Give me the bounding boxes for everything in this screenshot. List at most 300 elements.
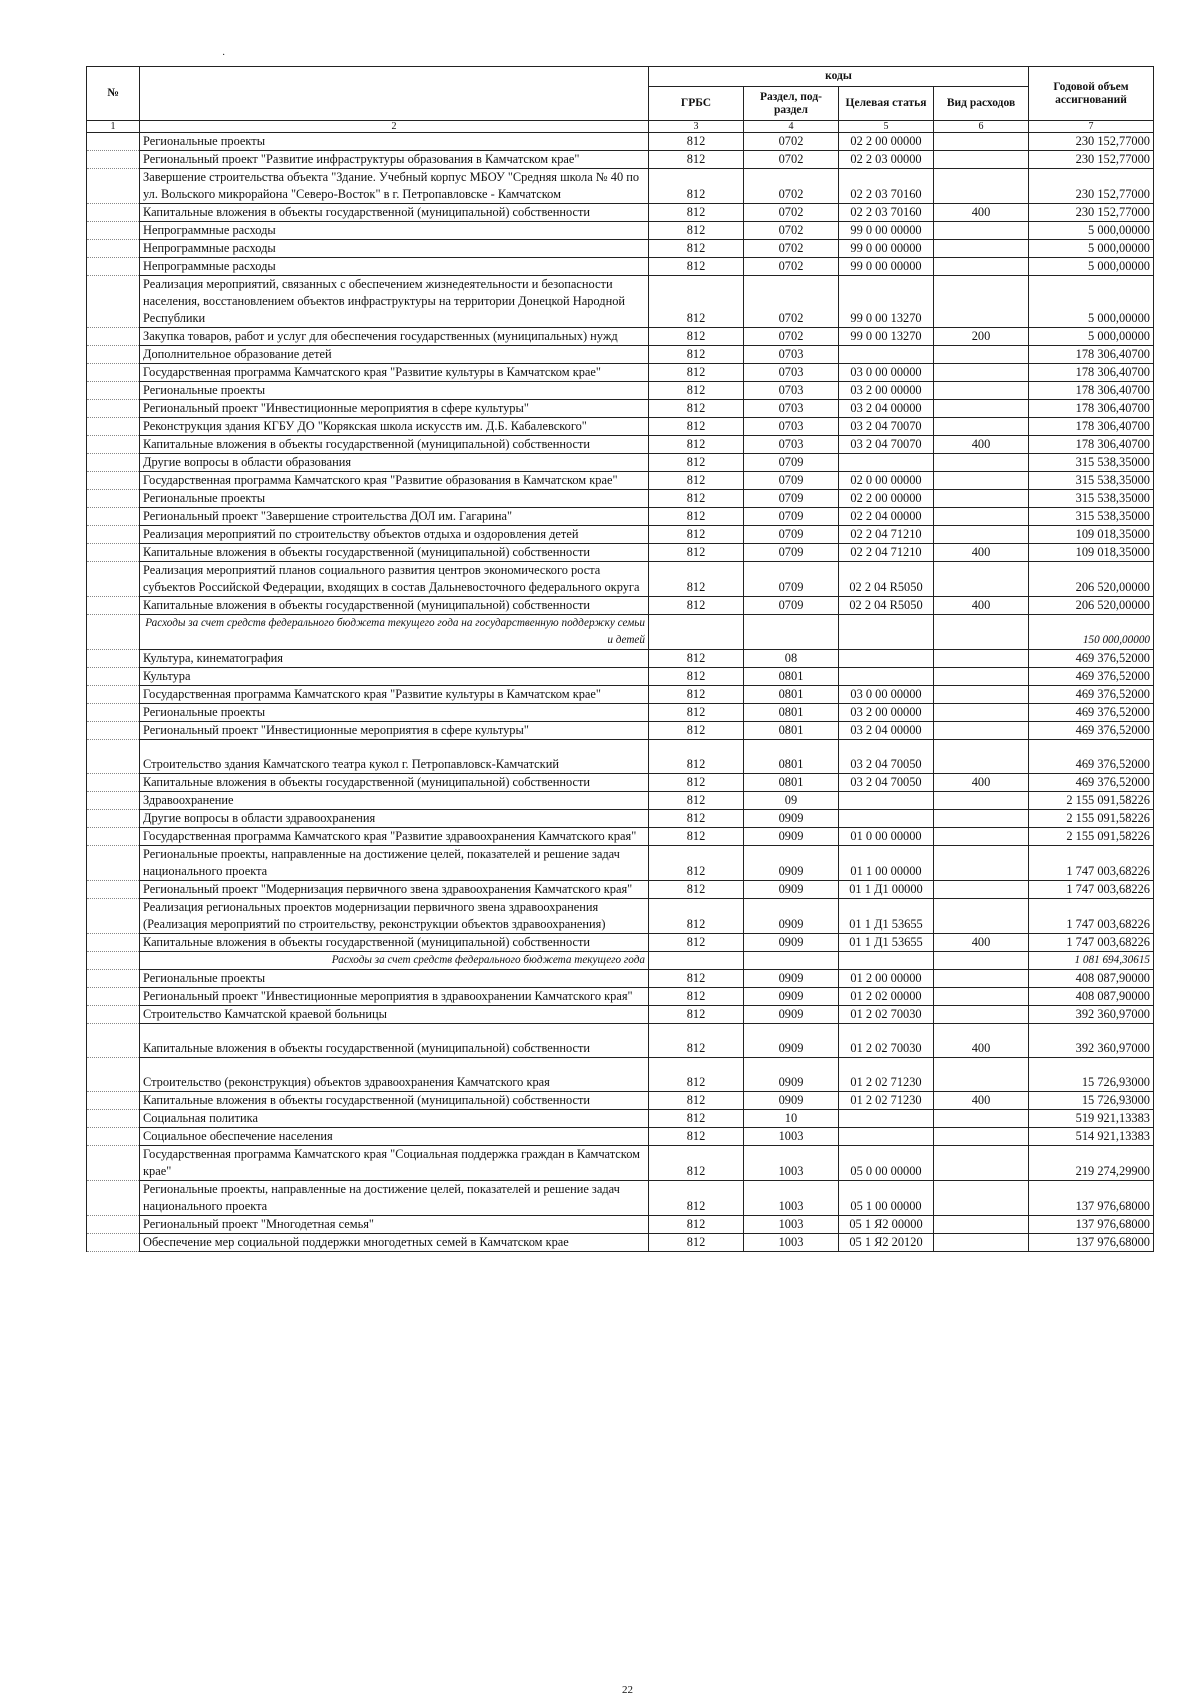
row-amount: 137 976,68000 <box>1029 1234 1154 1252</box>
row-grbs: 812 <box>649 899 744 934</box>
row-name: Капитальные вложения в объекты государственной (муниципальной) собственности <box>140 597 649 615</box>
table-row <box>87 899 1154 934</box>
row-amount: 469 376,52000 <box>1029 740 1154 774</box>
row-name: Непрограммные расходы <box>140 258 649 276</box>
row-target-article: 99 0 00 00000 <box>839 258 934 276</box>
row-section: 0801 <box>744 704 839 722</box>
table-row <box>87 792 1154 810</box>
row-expense-kind <box>934 740 1029 774</box>
table-row <box>87 382 1154 400</box>
row-name: Другие вопросы в области здравоохранения <box>140 810 649 828</box>
row-amount: 230 152,77000 <box>1029 151 1154 169</box>
row-name: Государственная программа Камчатского края "Социальная поддержка граждан в Камчатском крае" <box>140 1146 649 1181</box>
row-grbs: 812 <box>649 436 744 454</box>
row-grbs: 812 <box>649 346 744 364</box>
row-section: 0709 <box>744 562 839 597</box>
row-name: Реконструкция здания КГБУ ДО "Корякская школа искусств им. Д.Б. Кабалевского" <box>140 418 649 436</box>
row-section: 1003 <box>744 1128 839 1146</box>
table-row <box>87 934 1154 952</box>
row-expense-kind <box>934 1146 1029 1181</box>
row-target-article: 02 2 03 70160 <box>839 169 934 204</box>
row-expense-kind: 200 <box>934 328 1029 346</box>
row-number-cell <box>87 952 140 970</box>
row-name: Капитальные вложения в объекты государственной (муниципальной) собственности <box>140 436 649 454</box>
row-expense-kind <box>934 258 1029 276</box>
row-section: 0709 <box>744 526 839 544</box>
table-row <box>87 1146 1154 1181</box>
table-row <box>87 508 1154 526</box>
table-row <box>87 615 1154 650</box>
row-grbs: 812 <box>649 934 744 952</box>
col-num-4: 4 <box>744 121 839 133</box>
row-amount: 315 538,35000 <box>1029 490 1154 508</box>
row-expense-kind <box>934 952 1029 970</box>
row-name: Капитальные вложения в объекты государственной (муниципальной) собственности <box>140 774 649 792</box>
row-number-cell <box>87 1181 140 1216</box>
row-expense-kind <box>934 686 1029 704</box>
row-section: 0909 <box>744 846 839 881</box>
row-expense-kind <box>934 222 1029 240</box>
row-section: 0909 <box>744 828 839 846</box>
row-expense-kind <box>934 1128 1029 1146</box>
row-amount: 1 747 003,68226 <box>1029 899 1154 934</box>
row-section: 0703 <box>744 346 839 364</box>
row-section: 0909 <box>744 1058 839 1092</box>
table-row <box>87 1006 1154 1024</box>
table-row <box>87 364 1154 382</box>
row-target-article: 03 2 04 70070 <box>839 436 934 454</box>
row-number-cell <box>87 328 140 346</box>
table-row <box>87 740 1154 774</box>
row-section: 0909 <box>744 810 839 828</box>
row-name: Региональные проекты <box>140 382 649 400</box>
row-expense-kind <box>934 454 1029 472</box>
col-num-7: 7 <box>1029 121 1154 133</box>
row-amount: 150 000,00000 <box>1029 615 1154 650</box>
row-grbs: 812 <box>649 1146 744 1181</box>
row-section: 0703 <box>744 436 839 454</box>
row-amount: 315 538,35000 <box>1029 508 1154 526</box>
row-amount: 519 921,13383 <box>1029 1110 1154 1128</box>
row-expense-kind <box>934 508 1029 526</box>
row-expense-kind: 400 <box>934 1092 1029 1110</box>
row-target-article: 02 2 04 71210 <box>839 544 934 562</box>
row-section: 0909 <box>744 934 839 952</box>
row-amount: 2 155 091,58226 <box>1029 810 1154 828</box>
row-target-article <box>839 792 934 810</box>
header-section: Раздел, под-раздел <box>744 87 839 121</box>
table-row <box>87 328 1154 346</box>
row-number-cell <box>87 1216 140 1234</box>
row-expense-kind: 400 <box>934 934 1029 952</box>
row-name: Непрограммные расходы <box>140 240 649 258</box>
table-row <box>87 526 1154 544</box>
row-expense-kind <box>934 240 1029 258</box>
row-number-cell <box>87 1234 140 1252</box>
row-grbs: 812 <box>649 544 744 562</box>
row-name: Реализация мероприятий планов социального развития центров экономического роста субъектов Российской Федерации, входящих в состав Дальневосточного федерального округа <box>140 562 649 597</box>
row-amount: 469 376,52000 <box>1029 704 1154 722</box>
row-target-article <box>839 668 934 686</box>
row-amount: 178 306,40700 <box>1029 364 1154 382</box>
table-row <box>87 988 1154 1006</box>
row-section: 0703 <box>744 418 839 436</box>
row-number-cell <box>87 988 140 1006</box>
row-grbs: 812 <box>649 650 744 668</box>
row-target-article <box>839 1110 934 1128</box>
table-row <box>87 204 1154 222</box>
row-target-article: 02 2 04 71210 <box>839 526 934 544</box>
row-amount: 469 376,52000 <box>1029 722 1154 740</box>
row-section: 0709 <box>744 597 839 615</box>
row-name: Государственная программа Камчатского края "Развитие культуры в Камчатском крае" <box>140 364 649 382</box>
row-number-cell <box>87 526 140 544</box>
row-number-cell <box>87 508 140 526</box>
row-grbs: 812 <box>649 1058 744 1092</box>
table-row <box>87 686 1154 704</box>
row-name: Региональные проекты <box>140 490 649 508</box>
row-name: Государственная программа Камчатского края "Развитие здравоохранения Камчатского края" <box>140 828 649 846</box>
row-name: Государственная программа Камчатского края "Развитие образования в Камчатском крае" <box>140 472 649 490</box>
table-row <box>87 400 1154 418</box>
row-expense-kind <box>934 1181 1029 1216</box>
row-grbs: 812 <box>649 1234 744 1252</box>
row-target-article <box>839 810 934 828</box>
row-expense-kind <box>934 1058 1029 1092</box>
row-name: Региональный проект "Инвестиционные мероприятия в сфере культуры" <box>140 400 649 418</box>
row-target-article: 01 2 02 70030 <box>839 1006 934 1024</box>
row-number-cell <box>87 418 140 436</box>
row-grbs: 812 <box>649 988 744 1006</box>
row-grbs: 812 <box>649 1110 744 1128</box>
row-section: 0702 <box>744 222 839 240</box>
row-name: Региональный проект "Модернизация первичного звена здравоохранения Камчатского края" <box>140 881 649 899</box>
row-number-cell <box>87 704 140 722</box>
row-number-cell <box>87 1092 140 1110</box>
row-section: 0709 <box>744 508 839 526</box>
row-number-cell <box>87 169 140 204</box>
row-target-article: 01 2 02 71230 <box>839 1092 934 1110</box>
row-target-article: 05 1 00 00000 <box>839 1181 934 1216</box>
row-grbs: 812 <box>649 562 744 597</box>
table-row <box>87 151 1154 169</box>
row-section: 0709 <box>744 454 839 472</box>
row-expense-kind: 400 <box>934 597 1029 615</box>
row-target-article: 05 1 Я2 00000 <box>839 1216 934 1234</box>
row-section: 09 <box>744 792 839 810</box>
row-name: Обеспечение мер социальной поддержки многодетных семей в Камчатском крае <box>140 1234 649 1252</box>
row-section: 10 <box>744 1110 839 1128</box>
row-section: 0801 <box>744 774 839 792</box>
table-row <box>87 704 1154 722</box>
row-number-cell <box>87 364 140 382</box>
row-number-cell <box>87 1110 140 1128</box>
row-expense-kind <box>934 810 1029 828</box>
row-amount: 1 081 694,30615 <box>1029 952 1154 970</box>
table-row <box>87 169 1154 204</box>
row-amount: 219 274,29900 <box>1029 1146 1154 1181</box>
row-target-article: 01 0 00 00000 <box>839 828 934 846</box>
row-number-cell <box>87 899 140 934</box>
row-section <box>744 952 839 970</box>
row-grbs: 812 <box>649 1006 744 1024</box>
row-expense-kind <box>934 828 1029 846</box>
row-name: Региональный проект "Инвестиционные мероприятия в здравоохранении Камчатского края" <box>140 988 649 1006</box>
row-section: 1003 <box>744 1146 839 1181</box>
row-section: 0702 <box>744 133 839 151</box>
row-expense-kind <box>934 418 1029 436</box>
row-amount: 1 747 003,68226 <box>1029 846 1154 881</box>
row-amount: 5 000,00000 <box>1029 258 1154 276</box>
row-number-cell <box>87 151 140 169</box>
row-name: Региональный проект "Многодетная семья" <box>140 1216 649 1234</box>
row-grbs: 812 <box>649 222 744 240</box>
row-name: Капитальные вложения в объекты государственной (муниципальной) собственности <box>140 544 649 562</box>
row-name: Реализация региональных проектов модернизации первичного звена здравоохранения (Реализация мероприятий по строительству, реконструкции объектов здравоохранения) <box>140 899 649 934</box>
row-grbs: 812 <box>649 1024 744 1058</box>
row-expense-kind <box>934 668 1029 686</box>
row-expense-kind <box>934 490 1029 508</box>
row-number-cell <box>87 222 140 240</box>
row-section: 0702 <box>744 276 839 328</box>
table-row <box>87 650 1154 668</box>
row-amount: 206 520,00000 <box>1029 597 1154 615</box>
table-row <box>87 1128 1154 1146</box>
table-row <box>87 562 1154 597</box>
row-amount: 178 306,40700 <box>1029 382 1154 400</box>
row-target-article: 01 1 Д1 53655 <box>839 934 934 952</box>
row-amount: 109 018,35000 <box>1029 526 1154 544</box>
row-grbs: 812 <box>649 740 744 774</box>
row-number-cell <box>87 204 140 222</box>
row-number-cell <box>87 970 140 988</box>
table-row <box>87 544 1154 562</box>
row-expense-kind <box>934 1234 1029 1252</box>
row-amount: 178 306,40700 <box>1029 436 1154 454</box>
row-amount: 469 376,52000 <box>1029 774 1154 792</box>
row-amount: 315 538,35000 <box>1029 454 1154 472</box>
header-kind: Вид расходов <box>934 87 1029 121</box>
table-row <box>87 276 1154 328</box>
row-target-article: 03 2 04 00000 <box>839 400 934 418</box>
row-section: 0801 <box>744 740 839 774</box>
row-name: Капитальные вложения в объекты государственной (муниципальной) собственности <box>140 1092 649 1110</box>
row-section: 0703 <box>744 400 839 418</box>
row-number-cell <box>87 562 140 597</box>
row-number-cell <box>87 1146 140 1181</box>
row-target-article: 02 2 04 R5050 <box>839 562 934 597</box>
row-target-article <box>839 615 934 650</box>
row-amount: 469 376,52000 <box>1029 668 1154 686</box>
header-annual: Годовой объем ассигнований <box>1029 67 1154 121</box>
row-name: Капитальные вложения в объекты государственной (муниципальной) собственности <box>140 934 649 952</box>
row-name: Строительство (реконструкция) объектов здравоохранения Камчатского края <box>140 1058 649 1092</box>
header-target: Целевая статья <box>839 87 934 121</box>
table-row <box>87 722 1154 740</box>
row-name: Региональный проект "Завершение строительства ДОЛ им. Гагарина" <box>140 508 649 526</box>
row-section: 0909 <box>744 988 839 1006</box>
row-target-article: 03 2 04 70050 <box>839 774 934 792</box>
row-amount: 5 000,00000 <box>1029 240 1154 258</box>
row-expense-kind <box>934 970 1029 988</box>
row-amount: 2 155 091,58226 <box>1029 828 1154 846</box>
row-target-article: 99 0 00 00000 <box>839 240 934 258</box>
row-target-article: 02 2 03 70160 <box>839 204 934 222</box>
row-name: Региональные проекты, направленные на достижение целей, показателей и решение задач национального проекта <box>140 846 649 881</box>
row-expense-kind <box>934 472 1029 490</box>
row-name: Социальная политика <box>140 1110 649 1128</box>
row-number-cell <box>87 1058 140 1092</box>
table-row <box>87 828 1154 846</box>
row-target-article <box>839 454 934 472</box>
row-section: 0709 <box>744 490 839 508</box>
header-no: № <box>87 67 140 121</box>
row-expense-kind <box>934 1006 1029 1024</box>
row-section: 0702 <box>744 328 839 346</box>
row-name: Капитальные вложения в объекты государственной (муниципальной) собственности <box>140 1024 649 1058</box>
table-row <box>87 881 1154 899</box>
row-grbs: 812 <box>649 970 744 988</box>
row-section: 0801 <box>744 686 839 704</box>
row-number-cell <box>87 346 140 364</box>
row-grbs: 812 <box>649 490 744 508</box>
row-amount: 408 087,90000 <box>1029 970 1154 988</box>
row-target-article: 01 1 Д1 00000 <box>839 881 934 899</box>
row-number-cell <box>87 400 140 418</box>
row-expense-kind: 400 <box>934 436 1029 454</box>
row-name: Региональные проекты <box>140 133 649 151</box>
row-number-cell <box>87 276 140 328</box>
row-target-article: 03 0 00 00000 <box>839 686 934 704</box>
row-amount: 514 921,13383 <box>1029 1128 1154 1146</box>
row-grbs: 812 <box>649 1128 744 1146</box>
row-number-cell <box>87 810 140 828</box>
row-number-cell <box>87 436 140 454</box>
row-amount: 178 306,40700 <box>1029 346 1154 364</box>
row-number-cell <box>87 240 140 258</box>
row-target-article: 03 2 04 70070 <box>839 418 934 436</box>
row-amount: 5 000,00000 <box>1029 222 1154 240</box>
row-number-cell <box>87 454 140 472</box>
row-section: 0909 <box>744 1092 839 1110</box>
row-section: 08 <box>744 650 839 668</box>
row-section: 0702 <box>744 204 839 222</box>
budget-table <box>86 66 1154 1252</box>
col-num-2: 2 <box>140 121 649 133</box>
row-target-article: 99 0 00 13270 <box>839 276 934 328</box>
row-name: Региональный проект "Развитие инфраструктуры образования в Камчатском крае" <box>140 151 649 169</box>
row-name: Капитальные вложения в объекты государственной (муниципальной) собственности <box>140 204 649 222</box>
row-grbs: 812 <box>649 792 744 810</box>
row-amount: 230 152,77000 <box>1029 133 1154 151</box>
col-num-5: 5 <box>839 121 934 133</box>
row-name: Непрограммные расходы <box>140 222 649 240</box>
row-amount: 392 360,97000 <box>1029 1024 1154 1058</box>
row-amount: 1 747 003,68226 <box>1029 934 1154 952</box>
row-target-article: 01 1 Д1 53655 <box>839 899 934 934</box>
row-grbs: 812 <box>649 328 744 346</box>
row-number-cell <box>87 881 140 899</box>
row-section: 0801 <box>744 722 839 740</box>
row-expense-kind <box>934 1110 1029 1128</box>
row-target-article <box>839 1128 934 1146</box>
row-name: Другие вопросы в области образования <box>140 454 649 472</box>
table-row <box>87 970 1154 988</box>
row-name: Региональный проект "Инвестиционные мероприятия в сфере культуры" <box>140 722 649 740</box>
row-target-article: 02 2 04 R5050 <box>839 597 934 615</box>
row-expense-kind: 400 <box>934 544 1029 562</box>
row-grbs: 812 <box>649 686 744 704</box>
row-name: Культура, кинематография <box>140 650 649 668</box>
row-amount: 5 000,00000 <box>1029 328 1154 346</box>
row-grbs: 812 <box>649 597 744 615</box>
row-number-cell <box>87 650 140 668</box>
table-row <box>87 1110 1154 1128</box>
row-expense-kind <box>934 988 1029 1006</box>
row-grbs <box>649 952 744 970</box>
row-amount: 137 976,68000 <box>1029 1216 1154 1234</box>
row-target-article <box>839 952 934 970</box>
row-name: Строительство Камчатской краевой больницы <box>140 1006 649 1024</box>
row-section: 0909 <box>744 899 839 934</box>
row-expense-kind <box>934 562 1029 597</box>
row-grbs: 812 <box>649 418 744 436</box>
table-row <box>87 1234 1154 1252</box>
row-grbs: 812 <box>649 382 744 400</box>
row-grbs: 812 <box>649 240 744 258</box>
row-expense-kind: 400 <box>934 1024 1029 1058</box>
row-name: Региональные проекты <box>140 704 649 722</box>
row-expense-kind <box>934 704 1029 722</box>
row-number-cell <box>87 792 140 810</box>
row-section: 0703 <box>744 364 839 382</box>
table-row <box>87 222 1154 240</box>
col-num-1: 1 <box>87 121 140 133</box>
row-grbs: 812 <box>649 151 744 169</box>
table-row <box>87 1092 1154 1110</box>
row-section: 1003 <box>744 1216 839 1234</box>
row-amount: 109 018,35000 <box>1029 544 1154 562</box>
row-name: Культура <box>140 668 649 686</box>
row-section: 0801 <box>744 668 839 686</box>
row-target-article: 01 2 02 70030 <box>839 1024 934 1058</box>
row-name: Региональные проекты <box>140 970 649 988</box>
row-target-article: 01 1 00 00000 <box>839 846 934 881</box>
row-name: Реализация мероприятий по строительству объектов отдыха и оздоровления детей <box>140 526 649 544</box>
table-row <box>87 454 1154 472</box>
header-grbs: ГРБС <box>649 87 744 121</box>
table-row <box>87 1181 1154 1216</box>
row-expense-kind <box>934 846 1029 881</box>
row-target-article: 02 2 03 00000 <box>839 151 934 169</box>
row-section: 1003 <box>744 1181 839 1216</box>
row-section: 0909 <box>744 970 839 988</box>
row-amount: 15 726,93000 <box>1029 1058 1154 1092</box>
row-number-cell <box>87 258 140 276</box>
budget-table-sheet <box>86 66 1154 1252</box>
row-grbs: 812 <box>649 133 744 151</box>
row-grbs: 812 <box>649 258 744 276</box>
row-section: 1003 <box>744 1234 839 1252</box>
table-row <box>87 418 1154 436</box>
row-expense-kind <box>934 792 1029 810</box>
col-num-6: 6 <box>934 121 1029 133</box>
row-expense-kind <box>934 276 1029 328</box>
row-number-cell <box>87 722 140 740</box>
row-number-cell <box>87 472 140 490</box>
row-grbs: 812 <box>649 1092 744 1110</box>
row-name: Здравоохранение <box>140 792 649 810</box>
